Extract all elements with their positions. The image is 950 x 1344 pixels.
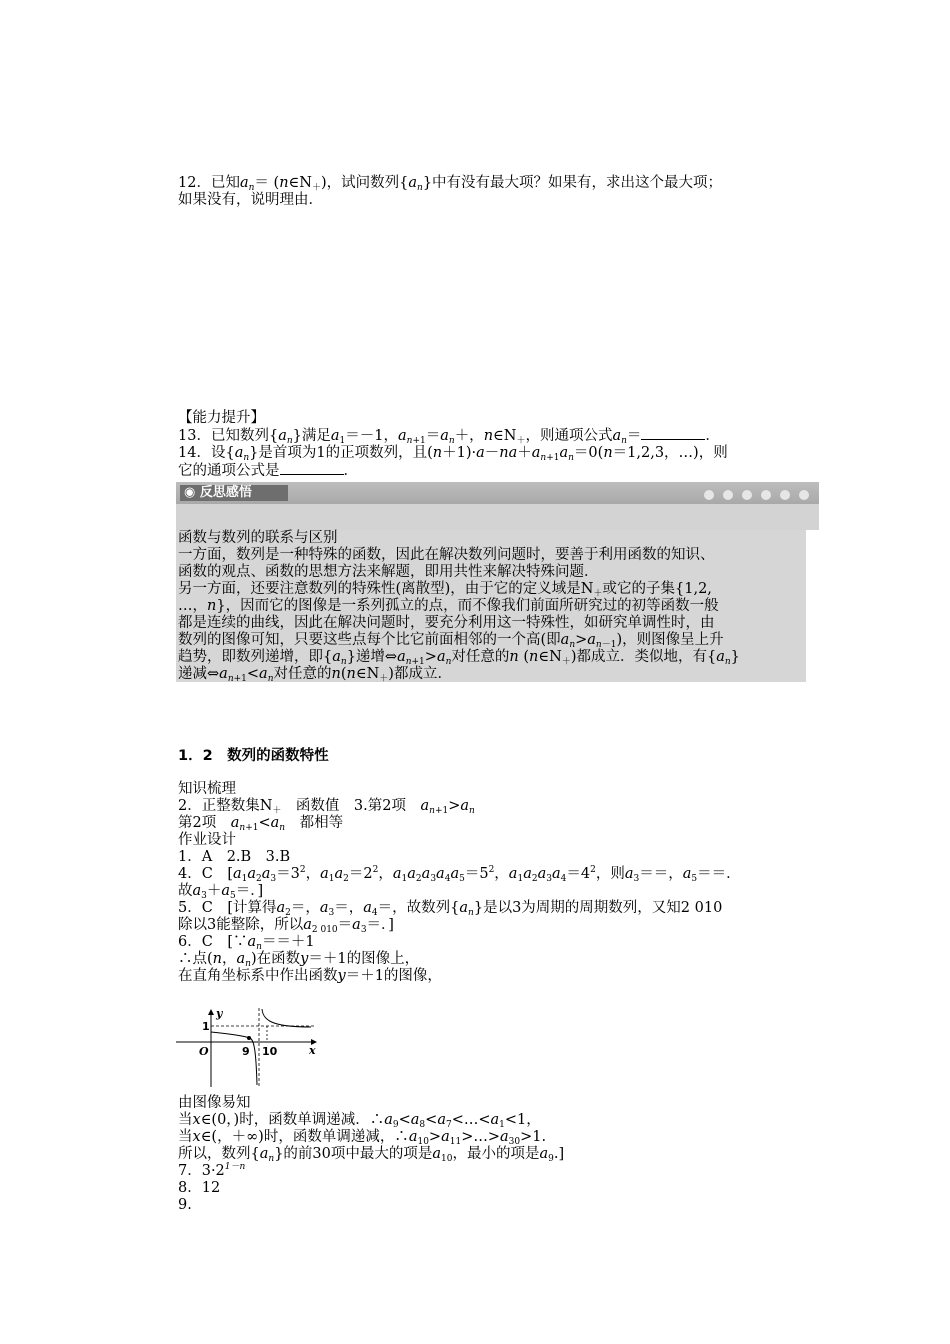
section-title: 1．2 数列的函数特性 [178,748,329,764]
dot-icon [742,490,752,500]
question-13: 13．已知数列$\{a_n\}$满足$a_1=-1$，$a_{n+1}=a_n+$，$n\in N_+$，则通项公式$a_n=$ ． [178,428,720,446]
ability-section: 【能力提升】 13．已知数列$\{a_n\}$满足$a_1=-1$，$a_{n+1}=a_n+$，$n\in N_+$，则通项公式$a_n=$ ． 14．设$\{a_n\}$是首项为1的正项数列，且$(n+1)\cdot a-na+a_{n+1}a_n=0(n=1,2,3$，…)，则 它的通项公式是 ． [178,410,808,480]
dot-icon [780,490,790,500]
tick-10-label: 10 [262,1045,278,1058]
reflection-banner [176,482,819,530]
function-graph [176,1005,322,1090]
reflection-tag: ◉ 反思感悟 [180,485,288,501]
question-12: 12．已知$a_n=$ $(n\in N_+)$，试问数列$\{a_n\}$中有没有最大项？如果有，求出这个最大项； 如果没有，说明理由． [178,175,723,208]
answers-part2: 由图像易知 当x∈(0，)时，函数单调递减．$\therefore a_9<a_8<a_7<\dots<a_1<1$， 当x∈(，＋∞)时，函数单调递减，$\therefore a_{10}>a_{11}>\dots>a_{30}>1$. 所以，数列$\{a_n\}$的前30项中最大的项是$a_{10}$，最小的项是$a_9$.] 7．$3\cdot 2^{1-n}$ 8．12 9. [178,1095,565,1213]
question-14: 14．设$\{a_n\}$是首项为1的正项数列，且$(n+1)\cdot a-na+a_{n+1}a_n=0(n=1,2,3$，…)，则 [178,445,728,463]
left-branch [211,1032,257,1085]
origin-label: O [199,1045,209,1058]
reflection-text: 函数与数列的联系与区别 一方面，数列是一种特殊的函数，因此在解决数列问题时，要善于利用函数的知识、 函数的观点、函数的思想方法来解题，即用共性来解决特殊问题． 另一方面，还要注意数列的特殊性(离散型)，由于它的定义域是$N_+$或它的子集{1,2, …，n}，因而它的图像是一系列孤立的点，而不像我们前面所研究过的初等函数一般 都是连续的曲线，因此在解决问题时，要充分利用这一特殊性，如研究单调性时，由 数列的图像可知，只要这些点每个比它前面相邻的一个高(即$a_n>a_{n-1}$)，则图像呈上升 趋势，即数列递增，即$\{a_n\}$递增$\Leftrightarrow a_{n+1}>a_n$对任意的n $(n\in N_+)$都成立．类似地，有$\{a_n\}$ 递减$\Leftrightarrow a_{n+1}<a_n$对任意的$n(n\in N_+)$都成立． [178,530,740,684]
dot-icon [723,490,733,500]
tick-9-label: 9 [242,1045,250,1058]
point-9 [247,1036,251,1040]
decorative-dots [695,488,809,504]
answers-part1: 知识梳理 2．正整数集$N_+$ 函数值 3.第2项 $a_{n+1}>a_n$ 第2项 $a_{n+1}<a_n$ 都相等 作业设计 1．A 2.B 3.B 4．C [$a_1a_2a_3=3^2$，$a_1a_2=2^2$，$a_1a_2a_3a_4a_5=5^2$，$a_1a_2a_3a_4=4^2$，则$a_3==$，$a_5==$． 故$a_3+a_5=$．] 5．C [计算得$a_2=$，$a_3=$，$a_4=$，故数列$\{a_n\}$是以3为周期的周期数列，又知2 010 除以3能整除，所以$a_{2 010}=a_3=$．] 6．C [$\because a_n==+1$ ∴点(n，$a_n$)在函数y＝＋1的图像上， 在直角坐标系中作出函数y＝＋1的图像， [178,781,741,984]
dot-icon [761,490,771,500]
right-branch [262,1009,311,1027]
y-axis-label: y [216,1007,223,1020]
dot-icon [799,490,809,500]
x-axis-label: x [309,1044,316,1057]
tick-1-label: 1 [202,1020,210,1033]
dot-icon [704,490,714,500]
ability-heading: 【能力提升】 [178,410,265,426]
